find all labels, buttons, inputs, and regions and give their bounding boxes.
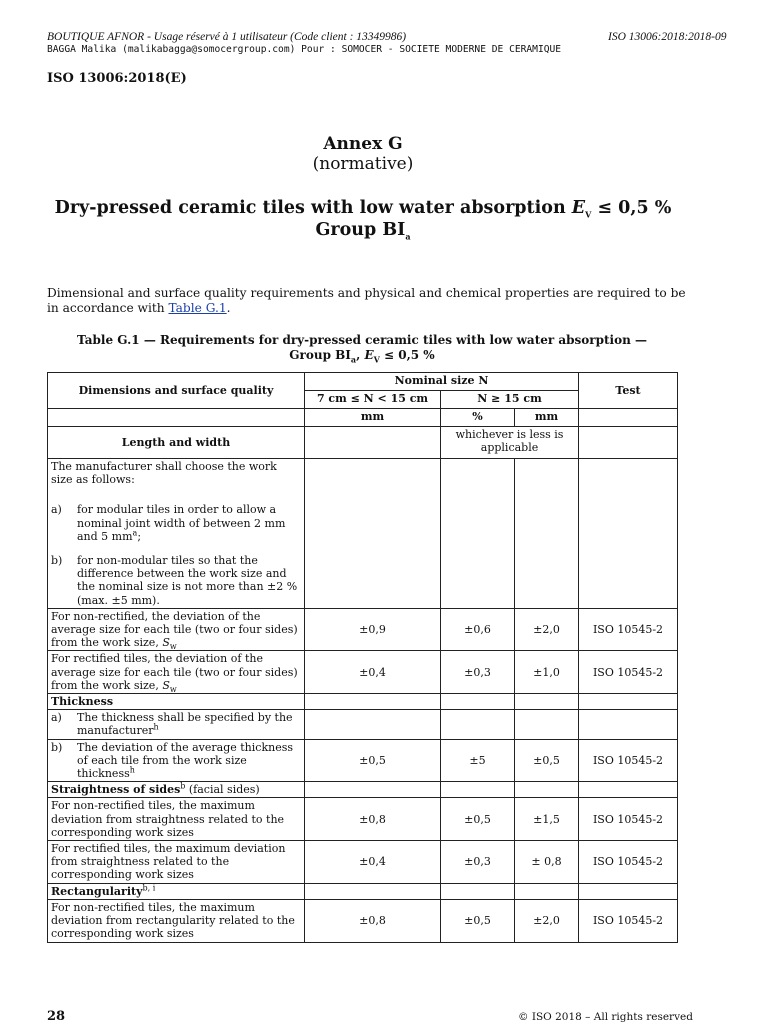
punctuation: ; bbox=[137, 529, 142, 543]
symbol-sub: w bbox=[169, 642, 177, 652]
symbol-sub: w bbox=[169, 685, 177, 695]
table-caption-group: Group BI bbox=[289, 348, 351, 362]
work-size-b-text: for non-modular tiles so that the difference between the work size and the nominal size is not more than ±2 % (max. ±5 mm). bbox=[77, 554, 298, 607]
row-description bbox=[48, 710, 305, 739]
value-percent: ±5 bbox=[441, 739, 515, 782]
intro-paragraph bbox=[47, 286, 687, 316]
footnote-ref: b, i bbox=[142, 883, 156, 893]
header-whichever-less: whichever is less is applicable bbox=[441, 427, 579, 459]
section-straightness bbox=[48, 782, 305, 798]
intro-tail: . bbox=[226, 301, 231, 315]
table-row bbox=[48, 608, 678, 651]
list-label: b) bbox=[51, 554, 63, 568]
header-large-size: N ≥ 15 cm bbox=[441, 391, 579, 409]
empty-cell bbox=[579, 427, 678, 459]
table-g1-link[interactable]: Table G.1 bbox=[168, 301, 227, 315]
work-size-cell bbox=[48, 459, 305, 609]
main-title-group: Group BI bbox=[315, 220, 406, 240]
value-small: ±0,4 bbox=[305, 841, 441, 884]
empty-cell bbox=[305, 694, 441, 710]
row-description: For non-rectified tiles, the maximum deviation from rectangularity related to the corresponding work sizes bbox=[48, 899, 305, 942]
section-title: Straightness of sides bbox=[51, 783, 181, 797]
footnote-ref: a bbox=[132, 528, 138, 538]
main-title-group-sub: a bbox=[405, 231, 411, 242]
value-mm: ±2,0 bbox=[515, 899, 579, 942]
empty-cell bbox=[441, 782, 515, 798]
value-small: ±0,8 bbox=[305, 899, 441, 942]
table-row bbox=[48, 710, 678, 739]
table-row bbox=[48, 782, 678, 798]
header-length-width: Length and width bbox=[48, 427, 305, 459]
value-small: ±0,9 bbox=[305, 608, 441, 651]
page-number: 28 bbox=[47, 1009, 66, 1024]
empty-cell bbox=[515, 883, 579, 899]
main-title-text: Dry-pressed ceramic tiles with low water absorption bbox=[54, 198, 572, 218]
list-label: b) bbox=[51, 740, 63, 754]
copyright-notice: © ISO 2018 – All rights reserved bbox=[518, 1011, 693, 1023]
symbol: S bbox=[162, 678, 170, 692]
empty-cell bbox=[579, 459, 678, 609]
value-percent: ±0,5 bbox=[441, 798, 515, 841]
work-size-a-text: for modular tiles in order to allow a nominal joint width of between 2 mm and 5 mm bbox=[77, 503, 286, 543]
work-size-item-a bbox=[51, 503, 301, 543]
table-row bbox=[48, 798, 678, 841]
section-thickness: Thickness bbox=[48, 694, 305, 710]
description-text: For non-rectified, the deviation of the average size for each tile (two or four sides) from the work size, bbox=[51, 609, 298, 650]
description-text: The thickness shall be specified by the manufacturer bbox=[77, 711, 293, 738]
table-row bbox=[48, 739, 678, 782]
footnote-ref: h bbox=[153, 722, 159, 732]
value-small: ±0,5 bbox=[305, 739, 441, 782]
document-id: ISO 13006:2018(E) bbox=[47, 71, 187, 86]
value-percent: ±0,5 bbox=[441, 899, 515, 942]
test-method: ISO 10545-2 bbox=[579, 798, 678, 841]
table-row bbox=[48, 841, 678, 884]
value-percent: ±0,3 bbox=[441, 651, 515, 694]
test-method: ISO 10545-2 bbox=[579, 841, 678, 884]
empty-cell bbox=[515, 782, 579, 798]
empty-cell bbox=[441, 694, 515, 710]
footnote-ref: h bbox=[129, 765, 135, 775]
table-row bbox=[48, 694, 678, 710]
table-caption-ev: E bbox=[364, 348, 374, 362]
test-method: ISO 10545-2 bbox=[579, 739, 678, 782]
header-unit-mm-1: mm bbox=[305, 409, 441, 427]
footnote-ref: b bbox=[180, 781, 186, 791]
main-title-ev-sub: V bbox=[585, 209, 592, 220]
value-mm: ±2,0 bbox=[515, 608, 579, 651]
list-label: a) bbox=[51, 711, 62, 725]
header-unit-percent: % bbox=[441, 409, 515, 427]
header-nominal-size: Nominal size N bbox=[305, 373, 579, 391]
main-title-ev-tail: ≤ 0,5 % bbox=[591, 198, 672, 218]
row-description bbox=[48, 651, 305, 694]
watermark-doc-date: ISO 13006:2018:2018-09 bbox=[608, 31, 727, 43]
empty-cell bbox=[305, 782, 441, 798]
row-description bbox=[48, 739, 305, 782]
header-test: Test bbox=[579, 373, 678, 409]
empty-cell bbox=[441, 459, 515, 609]
table-caption-group-sub: a bbox=[350, 354, 357, 365]
empty-cell bbox=[515, 710, 579, 739]
empty-cell bbox=[305, 883, 441, 899]
test-method: ISO 10545-2 bbox=[579, 899, 678, 942]
empty-cell bbox=[579, 883, 678, 899]
table-row bbox=[48, 651, 678, 694]
empty-cell bbox=[579, 694, 678, 710]
symbol: S bbox=[162, 636, 170, 650]
main-title-ev: E bbox=[571, 198, 586, 218]
intro-text: Dimensional and surface quality requirements and physical and chemical properties are required to be in accordance with bbox=[47, 286, 686, 315]
work-size-item-b bbox=[51, 554, 301, 607]
test-method: ISO 10545-2 bbox=[579, 651, 678, 694]
empty-cell bbox=[515, 459, 579, 609]
empty-cell bbox=[579, 782, 678, 798]
header-empty-cell bbox=[579, 409, 678, 427]
requirements-table bbox=[47, 372, 678, 943]
header-empty-cell bbox=[48, 409, 305, 427]
header-dimensions: Dimensions and surface quality bbox=[48, 373, 305, 409]
table-caption-sep: , bbox=[356, 348, 365, 362]
section-title-tail: (facial sides) bbox=[185, 783, 260, 797]
description-text: For rectified tiles, the deviation of the average size for each tile (two or four sides) from the work size, bbox=[51, 652, 298, 692]
work-size-intro: The manufacturer shall choose the work size as follows: bbox=[51, 460, 277, 487]
table-caption-tail: ≤ 0,5 % bbox=[379, 348, 435, 362]
empty-cell bbox=[305, 459, 441, 609]
row-description: For rectified tiles, the maximum deviation from straightness related to the corresponding work sizes bbox=[48, 841, 305, 884]
value-small: ±0,8 bbox=[305, 798, 441, 841]
table-caption-ev-sub: V bbox=[373, 354, 380, 365]
table-caption bbox=[47, 333, 677, 363]
value-small: ±0,4 bbox=[305, 651, 441, 694]
watermark-line-1: BOUTIQUE AFNOR - Usage réservé à 1 utilisateur (Code client : 13349986) bbox=[47, 31, 407, 43]
value-mm: ±1,5 bbox=[515, 798, 579, 841]
row-description bbox=[48, 608, 305, 651]
watermark-line-2: BAGGA Malika (malikabagga@somocergroup.com) Pour : SOMOCER - SOCIETE MODERNE DE CERAMIQUE bbox=[47, 44, 562, 55]
empty-cell bbox=[515, 694, 579, 710]
annex-title: Annex G bbox=[323, 134, 403, 154]
value-mm: ±1,0 bbox=[515, 651, 579, 694]
value-percent: ±0,6 bbox=[441, 608, 515, 651]
test-method: ISO 10545-2 bbox=[579, 608, 678, 651]
value-mm: ±0,5 bbox=[515, 739, 579, 782]
header-small-size: 7 cm ≤ N < 15 cm bbox=[305, 391, 441, 409]
table-caption-line-1: Table G.1 — Requirements for dry-pressed ceramic tiles with low water absorption — bbox=[76, 333, 648, 347]
section-rectangularity bbox=[48, 883, 305, 899]
table-row bbox=[48, 899, 678, 942]
description-text: The deviation of the average thickness of each tile from the work size thickness bbox=[77, 740, 293, 781]
empty-cell bbox=[305, 427, 441, 459]
value-mm: ± 0,8 bbox=[515, 841, 579, 884]
section-title: Rectangularity bbox=[51, 884, 143, 898]
header-unit-mm-2: mm bbox=[515, 409, 579, 427]
empty-cell bbox=[305, 710, 441, 739]
row-description: For non-rectified tiles, the maximum deviation from straightness related to the corresponding work sizes bbox=[48, 798, 305, 841]
empty-cell bbox=[441, 710, 515, 739]
empty-cell bbox=[441, 883, 515, 899]
list-label: a) bbox=[51, 503, 62, 517]
annex-main-title bbox=[0, 197, 726, 241]
table-row bbox=[48, 883, 678, 899]
value-percent: ±0,3 bbox=[441, 841, 515, 884]
annex-subtitle: (normative) bbox=[312, 154, 414, 174]
empty-cell bbox=[579, 710, 678, 739]
table-row bbox=[48, 459, 678, 609]
